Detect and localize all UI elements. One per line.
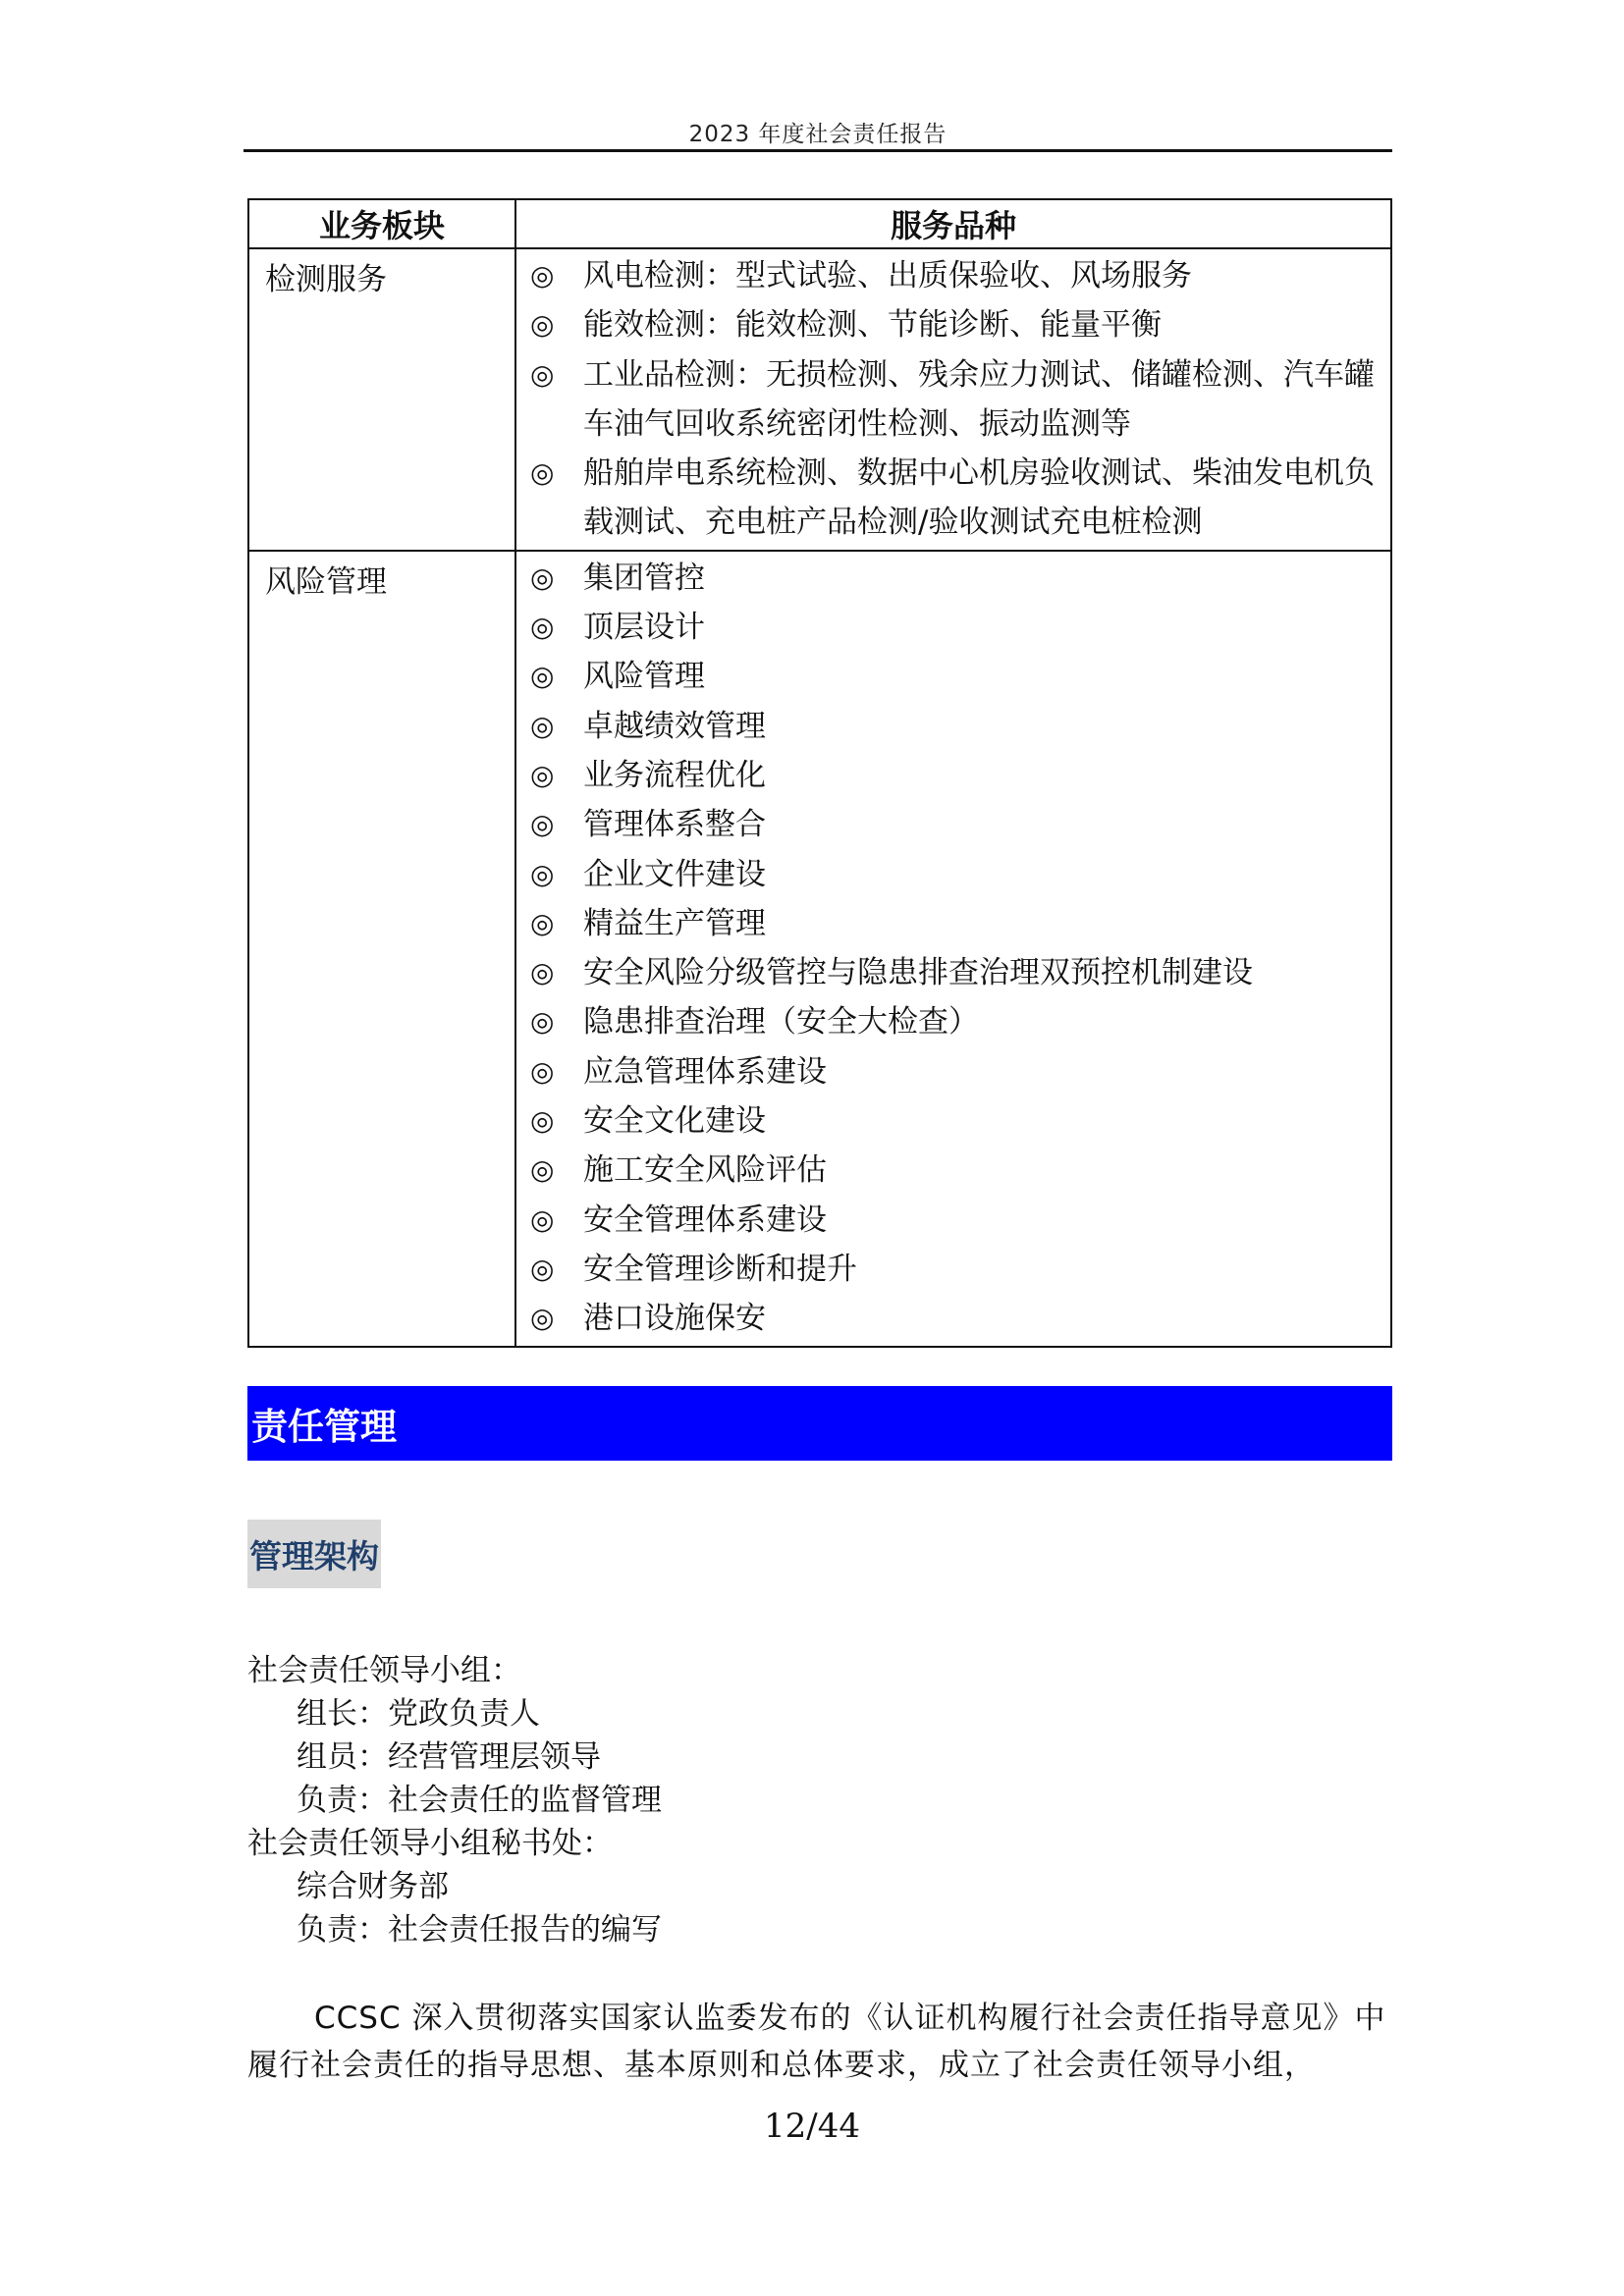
- service-item: [530, 1096, 1380, 1146]
- org-duty: 负责：社会责任的监督管理: [297, 1783, 662, 1818]
- bullet-icon: ◎: [530, 857, 555, 890]
- service-item-text: 顶层设计: [583, 610, 705, 646]
- service-item: [530, 652, 1380, 701]
- service-item: [530, 1146, 1380, 1195]
- service-item: [530, 1245, 1380, 1294]
- bullet-icon: ◎: [530, 758, 555, 791]
- column-header-services: 服务品种: [515, 199, 1391, 248]
- service-item: [530, 850, 1380, 899]
- org-secretariat-dept: 综合财务部: [297, 1869, 449, 1904]
- service-item: [530, 1196, 1380, 1245]
- service-item: [530, 1294, 1380, 1343]
- service-item-text: 隐患排查治理（安全大检查）: [583, 1004, 979, 1041]
- bullet-icon: ◎: [530, 357, 555, 391]
- service-item-text: 港口设施保安: [583, 1301, 766, 1337]
- bullet-icon: ◎: [530, 1054, 555, 1088]
- service-item-text: 安全风险分级管控与隐患排查治理双预控机制建设: [583, 955, 1253, 991]
- bullet-icon: ◎: [530, 1202, 555, 1236]
- service-item-text: 应急管理体系建设: [583, 1053, 827, 1090]
- bullet-icon: ◎: [530, 660, 555, 693]
- service-item-text: 安全文化建设: [583, 1103, 766, 1140]
- bullet-icon: ◎: [530, 1005, 555, 1039]
- service-item-text: 集团管控: [583, 560, 705, 596]
- service-item: [530, 449, 1380, 548]
- services-cell: [515, 551, 1391, 1347]
- section-title: 责任管理: [251, 1406, 397, 1448]
- service-item: [530, 350, 1380, 450]
- service-item-text: 工业品检测：无损检测、残余应力测试、储罐检测、汽车罐车油气回收系统密闭性检测、振动监测等: [583, 356, 1375, 442]
- service-item: [530, 702, 1380, 751]
- bullet-icon: ◎: [530, 308, 555, 342]
- org-group-label: 社会责任领导小组：: [247, 1653, 521, 1688]
- org-members: 组员：经营管理层领导: [297, 1739, 601, 1775]
- service-item: [530, 800, 1380, 849]
- table-row: [248, 248, 1391, 551]
- bullet-icon: ◎: [530, 1104, 555, 1138]
- service-item: [530, 554, 1380, 603]
- page-number: 12/44: [764, 2107, 860, 2146]
- bullet-icon: ◎: [530, 456, 555, 490]
- service-item: [530, 603, 1380, 652]
- bullet-icon: ◎: [530, 906, 555, 939]
- table-header-row: [248, 199, 1391, 248]
- service-item: [530, 948, 1380, 997]
- segment-cell: 检测服务: [248, 248, 515, 551]
- bullet-icon: ◎: [530, 1153, 555, 1187]
- service-item-text: 卓越绩效管理: [583, 708, 766, 744]
- bullet-icon: ◎: [530, 259, 555, 292]
- service-item: [530, 1047, 1380, 1096]
- bullet-icon: ◎: [530, 611, 555, 644]
- column-header-segment: 业务板块: [248, 199, 515, 248]
- service-item-text: 安全管理体系建设: [583, 1201, 827, 1238]
- org-secretariat-label: 社会责任领导小组秘书处：: [247, 1826, 613, 1861]
- service-item: [530, 997, 1380, 1046]
- service-item: [530, 300, 1380, 349]
- section-band: [247, 1386, 1392, 1461]
- service-item-text: 管理体系整合: [583, 807, 766, 843]
- org-leader: 组长：党政负责人: [297, 1696, 540, 1732]
- service-item-text: 业务流程优化: [583, 757, 766, 793]
- bullet-icon: ◎: [530, 808, 555, 841]
- table-row: [248, 551, 1391, 1347]
- bullet-icon: ◎: [530, 1302, 555, 1335]
- service-item-text: 施工安全风险评估: [583, 1152, 827, 1189]
- org-secretariat-duty: 负责：社会责任报告的编写: [297, 1912, 662, 1948]
- service-item-text: 风电检测：型式试验、出质保验收、风场服务: [583, 258, 1192, 294]
- bullet-icon: ◎: [530, 956, 555, 989]
- service-item-text: 安全管理诊断和提升: [583, 1251, 857, 1287]
- body-paragraph: CCSC 深入贯彻落实国家认监委发布的《认证机构履行社会责任指导意见》中履行社会责任的指导思想、基本原则和总体要求，成立了社会责任领导小组，: [247, 2001, 1386, 2083]
- report-header-title: 2023 年度社会责任报告: [688, 122, 947, 147]
- service-item-text: 船舶岸电系统检测、数据中心机房验收测试、柴油发电机负载测试、充电桩产品检测/验收测试充电桩检测: [583, 455, 1375, 541]
- service-item-text: 能效检测：能效检测、节能诊断、能量平衡: [583, 307, 1162, 344]
- service-item-text: 风险管理: [583, 659, 705, 695]
- service-table: [247, 198, 1392, 1348]
- segment-cell: 风险管理: [248, 551, 515, 1347]
- bullet-icon: ◎: [530, 709, 555, 742]
- service-item-text: 精益生产管理: [583, 905, 766, 941]
- subsection-title: 管理架构: [247, 1520, 381, 1588]
- service-item: [530, 251, 1380, 300]
- bullet-icon: ◎: [530, 1252, 555, 1285]
- service-item: [530, 899, 1380, 948]
- services-cell: [515, 248, 1391, 551]
- bullet-icon: ◎: [530, 561, 555, 594]
- header-divider: [244, 149, 1392, 152]
- service-item-text: 企业文件建设: [583, 856, 766, 892]
- service-item: [530, 751, 1380, 800]
